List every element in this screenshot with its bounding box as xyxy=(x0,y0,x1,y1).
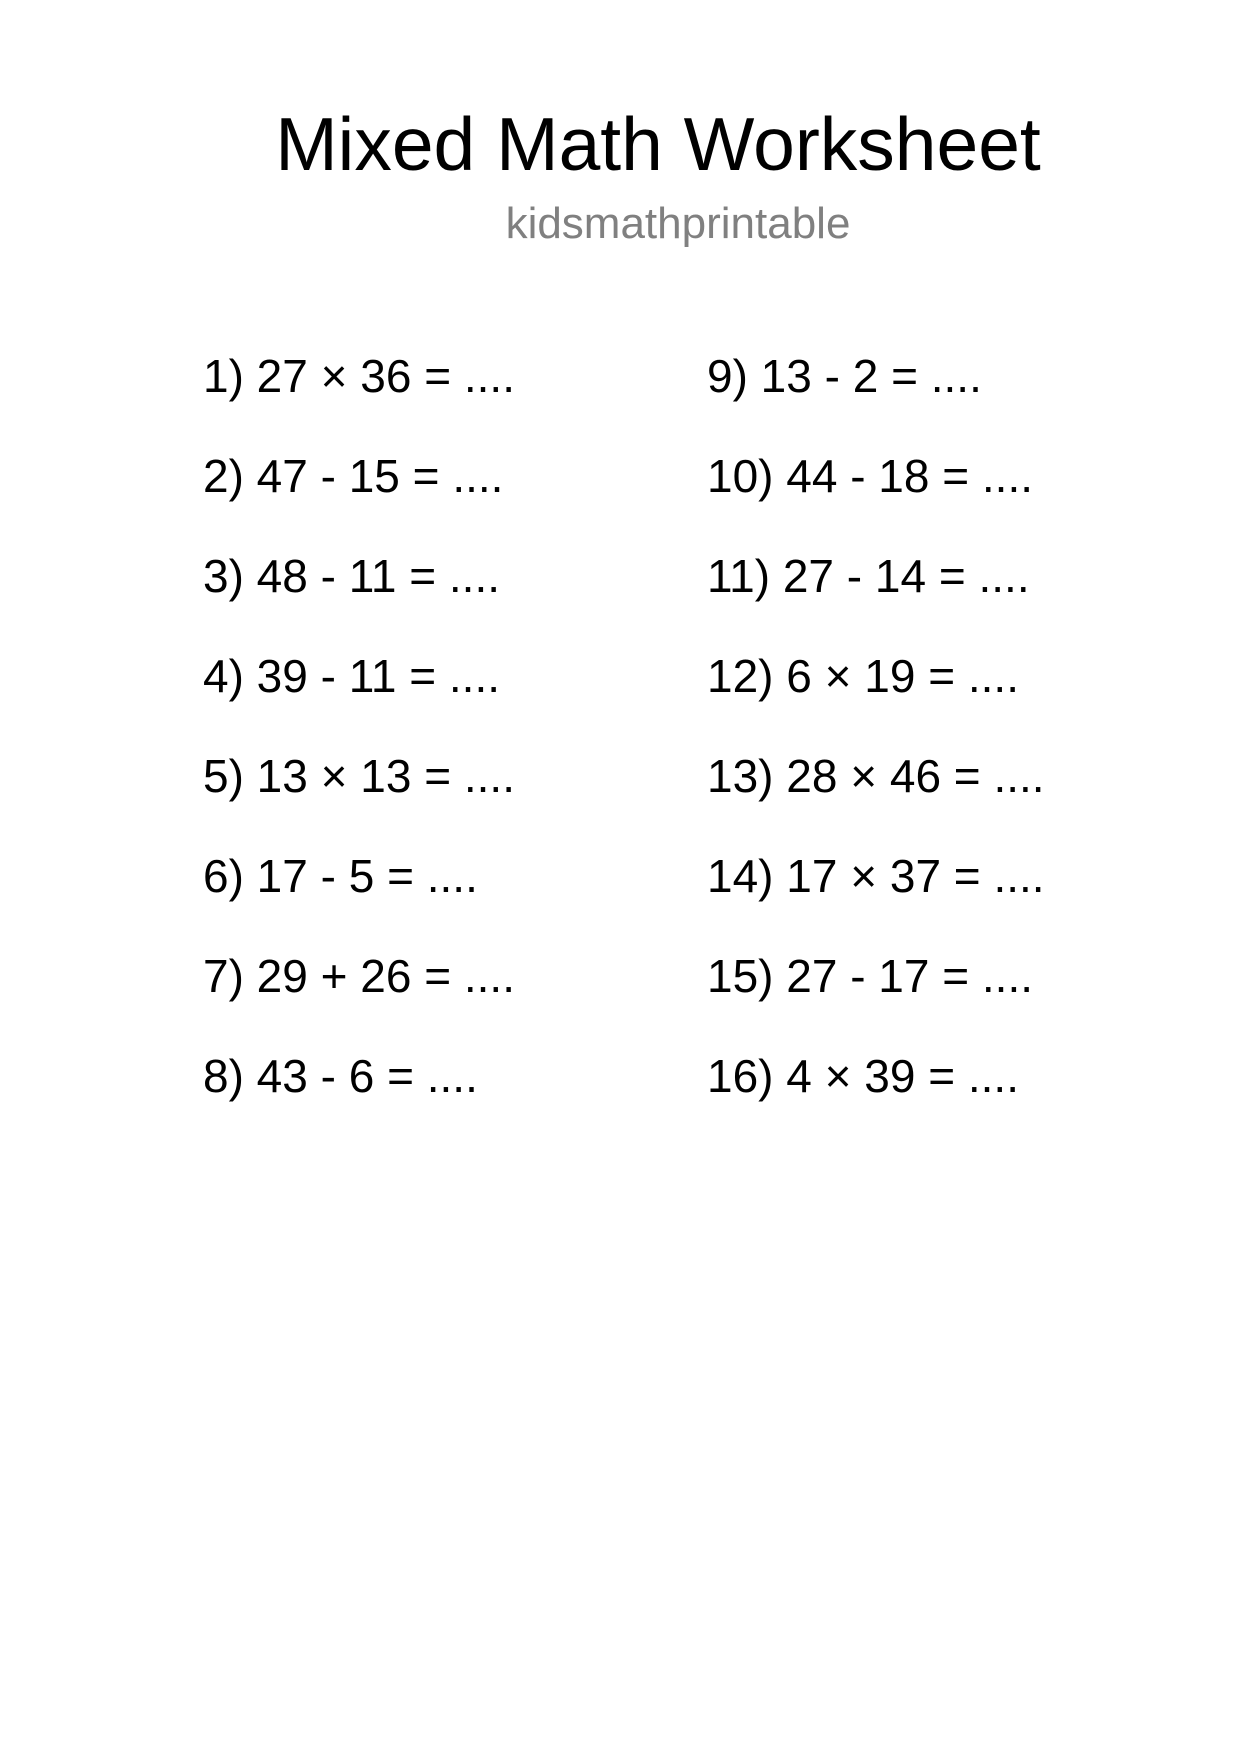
problem-2: 2) 47 - 15 = .... xyxy=(203,450,504,502)
problem-1: 1) 27 × 36 = .... xyxy=(203,350,515,402)
problem-16: 16) 4 × 39 = .... xyxy=(707,1050,1019,1102)
problem-3: 3) 48 - 11 = .... xyxy=(203,550,501,602)
problem-5: 5) 13 × 13 = .... xyxy=(203,750,515,802)
page-title: Mixed Math Worksheet xyxy=(275,102,1041,186)
problems-left-column xyxy=(203,349,515,1149)
problem-8: 8) 43 - 6 = .... xyxy=(203,1050,478,1102)
page-subtitle: kidsmathprintable xyxy=(505,199,851,248)
problem-7: 7) 29 + 26 = .... xyxy=(203,950,515,1002)
problem-14: 14) 17 × 37 = .... xyxy=(707,850,1045,902)
problem-11: 11) 27 - 14 = .... xyxy=(707,550,1030,602)
problem-9: 9) 13 - 2 = .... xyxy=(707,350,982,402)
problem-6: 6) 17 - 5 = .... xyxy=(203,850,478,902)
problem-15: 15) 27 - 17 = .... xyxy=(707,950,1034,1002)
problem-12: 12) 6 × 19 = .... xyxy=(707,650,1019,702)
problem-4: 4) 39 - 11 = .... xyxy=(203,650,501,702)
problems-right-column xyxy=(707,349,1045,1149)
problem-10: 10) 44 - 18 = .... xyxy=(707,450,1034,502)
problem-13: 13) 28 × 46 = .... xyxy=(707,750,1045,802)
